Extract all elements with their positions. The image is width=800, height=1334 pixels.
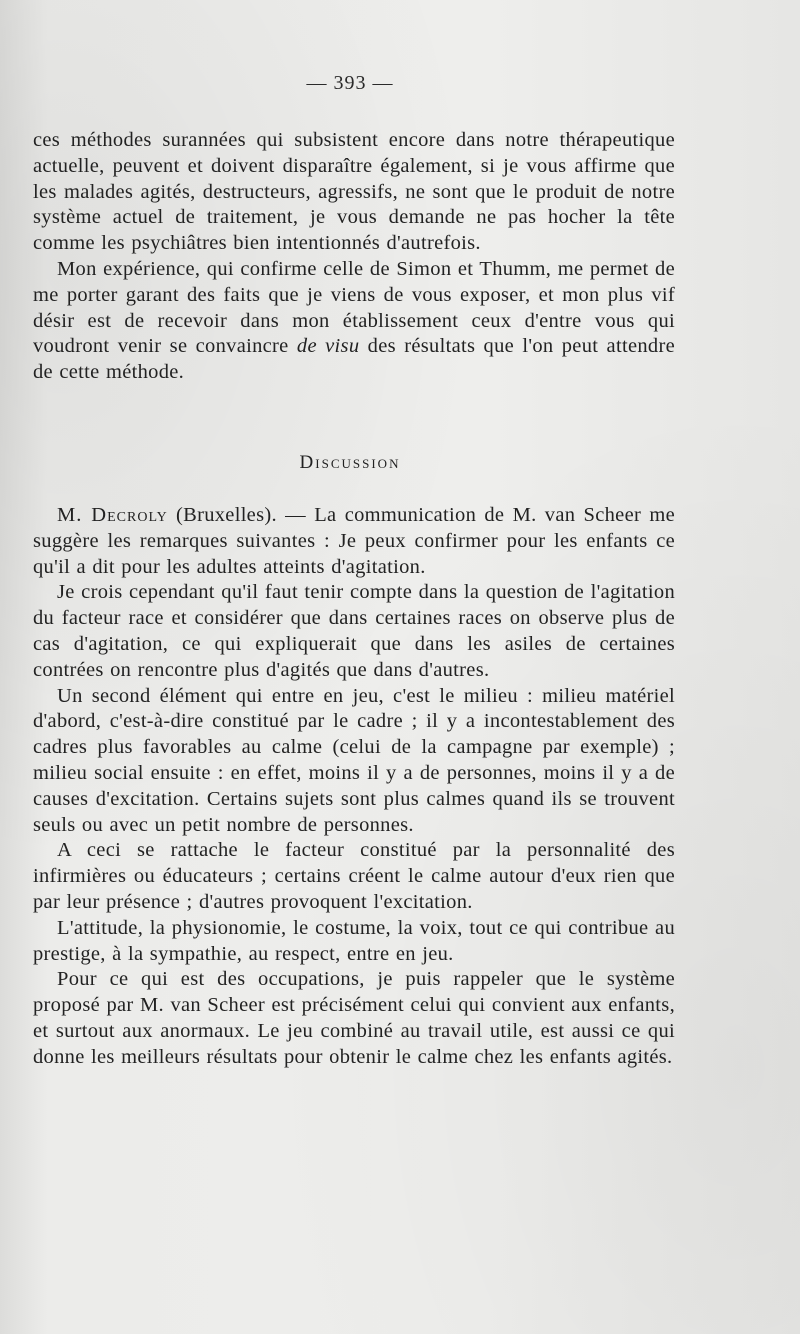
paragraph-milieu: Un second élément qui entre en jeu, c'est le milieu : milieu matériel d'abord, c'est-à-dire constitué par le cadre ; il y a incontestablement des cadres plus favorables au calme (celui de la campagne par exemple) ; milieu social ensuite : en effet, moins il y a de personnes, moins il y a de causes d'excitation. Certains sujets sont plus calmes quand ils se trouvent seuls ou avec un petit nombre de personnes. bbox=[33, 684, 675, 836]
paragraph-race: Je crois cependant qu'il faut tenir compte dans la question de l'agitation du facteur race et considérer que dans certaines races on observe plus de cas d'agitation, ce qui expliquerait que dans les asiles de certaines contrées on rencontre plus d'agités que dans d'autres. bbox=[33, 581, 675, 681]
speaker-name: M. Decroly bbox=[57, 504, 168, 526]
paragraph-occupations: Pour ce qui est des occupations, je puis rappeler que le système proposé par M. van Scheer est précisément celui qui convient aux enfants, et surtout aux anormaux. Le jeu combiné au travail utile, est aussi ce qui donne les meilleurs résultats pour obtenir le calme chez les enfants agités. bbox=[33, 968, 675, 1068]
paragraph-experience bbox=[33, 257, 675, 386]
paragraph-attitude: L'attitude, la physionomie, le costume, la voix, tout ce qui contribue au prestige, à la sympathie, au respect, entre en jeu. bbox=[33, 916, 675, 965]
top-text-block bbox=[33, 128, 675, 386]
section-heading-discussion: Discussion bbox=[299, 452, 401, 473]
discussion-text-block bbox=[33, 503, 675, 1071]
paragraph-experience-tail: des résultats que l'on peut attendre de cette méthode. bbox=[33, 335, 675, 384]
page-number: — 393 — bbox=[306, 72, 394, 94]
speaker-remarks: (Bruxelles). — La communication de M. van Scheer me suggère les remarques suivantes : Je peux confirmer pour les enfants ce qu'il a dit pour les adultes atteints d'agitation. bbox=[33, 504, 675, 578]
paragraph-experience-text: Mon expérience, qui confirme celle de Simon et Thumm, me permet de me porter garant des faits que je viens de vous exposer, et mon plus vif désir est de recevoir dans mon établissement ceux d'entre vous qui voudront venir se convaincre bbox=[33, 257, 675, 358]
italic-phrase: de visu bbox=[296, 335, 360, 358]
paragraph-continuation: ces méthodes surannées qui subsistent encore dans notre thérapeutique actuelle, peuvent et doivent disparaître également, si je vous affirme que les malades agités, destructeurs, agressifs, ne sont que le produit de notre système actuel de traitement, je vous demande ne pas hocher la tête comme les psychiâtres bien intentionnés d'autrefois. bbox=[33, 129, 675, 255]
paragraph-personnalite: A ceci se rattache le facteur constitué par la personnalité des infirmières ou éducateurs ; certains créent le calme autour d'eux rien que par leur présence ; d'autres provoquent l'excitation. bbox=[33, 839, 675, 913]
paragraph-speaker bbox=[33, 503, 675, 580]
